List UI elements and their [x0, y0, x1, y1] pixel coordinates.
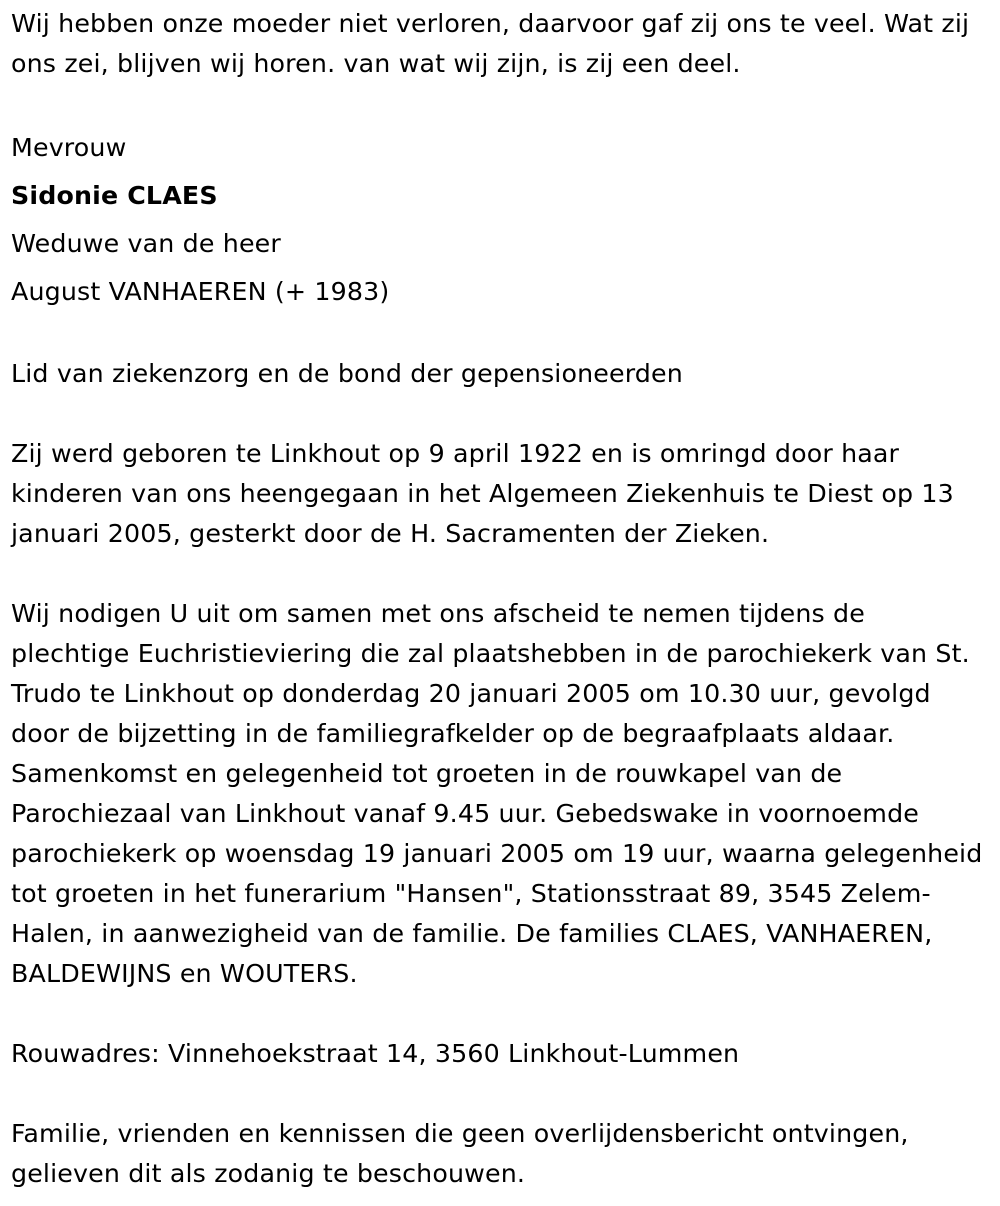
salutation: Mevrouw [11, 133, 127, 162]
deceased-name: Sidonie CLAES [11, 181, 218, 210]
closing-paragraph: Familie, vrienden en kennissen die geen overlijdensbericht ontvingen, gelieven dit als zodanig te beschouwen. [11, 1119, 909, 1188]
obituary-text [11, 4, 986, 1194]
motto-paragraph: Wij hebben onze moeder niet verloren, daarvoor gaf zij ons te veel. Wat zij ons zei, blijven wij horen. van wat wij zijn, is zij een deel. [11, 9, 970, 78]
spouse-name: August VANHAEREN (+ 1983) [11, 277, 390, 306]
funeral-paragraph: Wij nodigen U uit om samen met ons afscheid te nemen tijdens de plechtige Euchristieviering die zal plaatshebben in de parochiekerk van St. Trudo te Linkhout op donderdag 20 januari 2005 om 10.30 uur, gevolgd door de bijzetting in de familiegrafkelder op de begraafplaats aldaar. Samenkomst en gelegenheid tot groeten in de rouwkapel van de Parochiezaal van Linkhout vanaf 9.45 uur. Gebedswake in voornoemde parochiekerk op woensdag 19 januari 2005 om 19 uur, waarna gelegenheid tot groeten in het funerarium "Hansen", Stationsstraat 89, 3545 Zelem-Halen, in aanwezigheid van de familie. De families CLAES, VANHAEREN, BALDEWIJNS en WOUTERS. [11, 599, 983, 988]
mourning-address: Rouwadres: Vinnehoekstraat 14, 3560 Linkhout-Lummen [11, 1039, 740, 1068]
birth-death-paragraph: Zij werd geboren te Linkhout op 9 april 1922 en is omringd door haar kinderen van ons heengegaan in het Algemeen Ziekenhuis te Diest op 13 januari 2005, gesterkt door de H. Sacramenten der Zieken. [11, 439, 954, 548]
widow-line: Weduwe van de heer [11, 229, 281, 258]
membership-paragraph: Lid van ziekenzorg en de bond der gepensioneerden [11, 359, 683, 388]
